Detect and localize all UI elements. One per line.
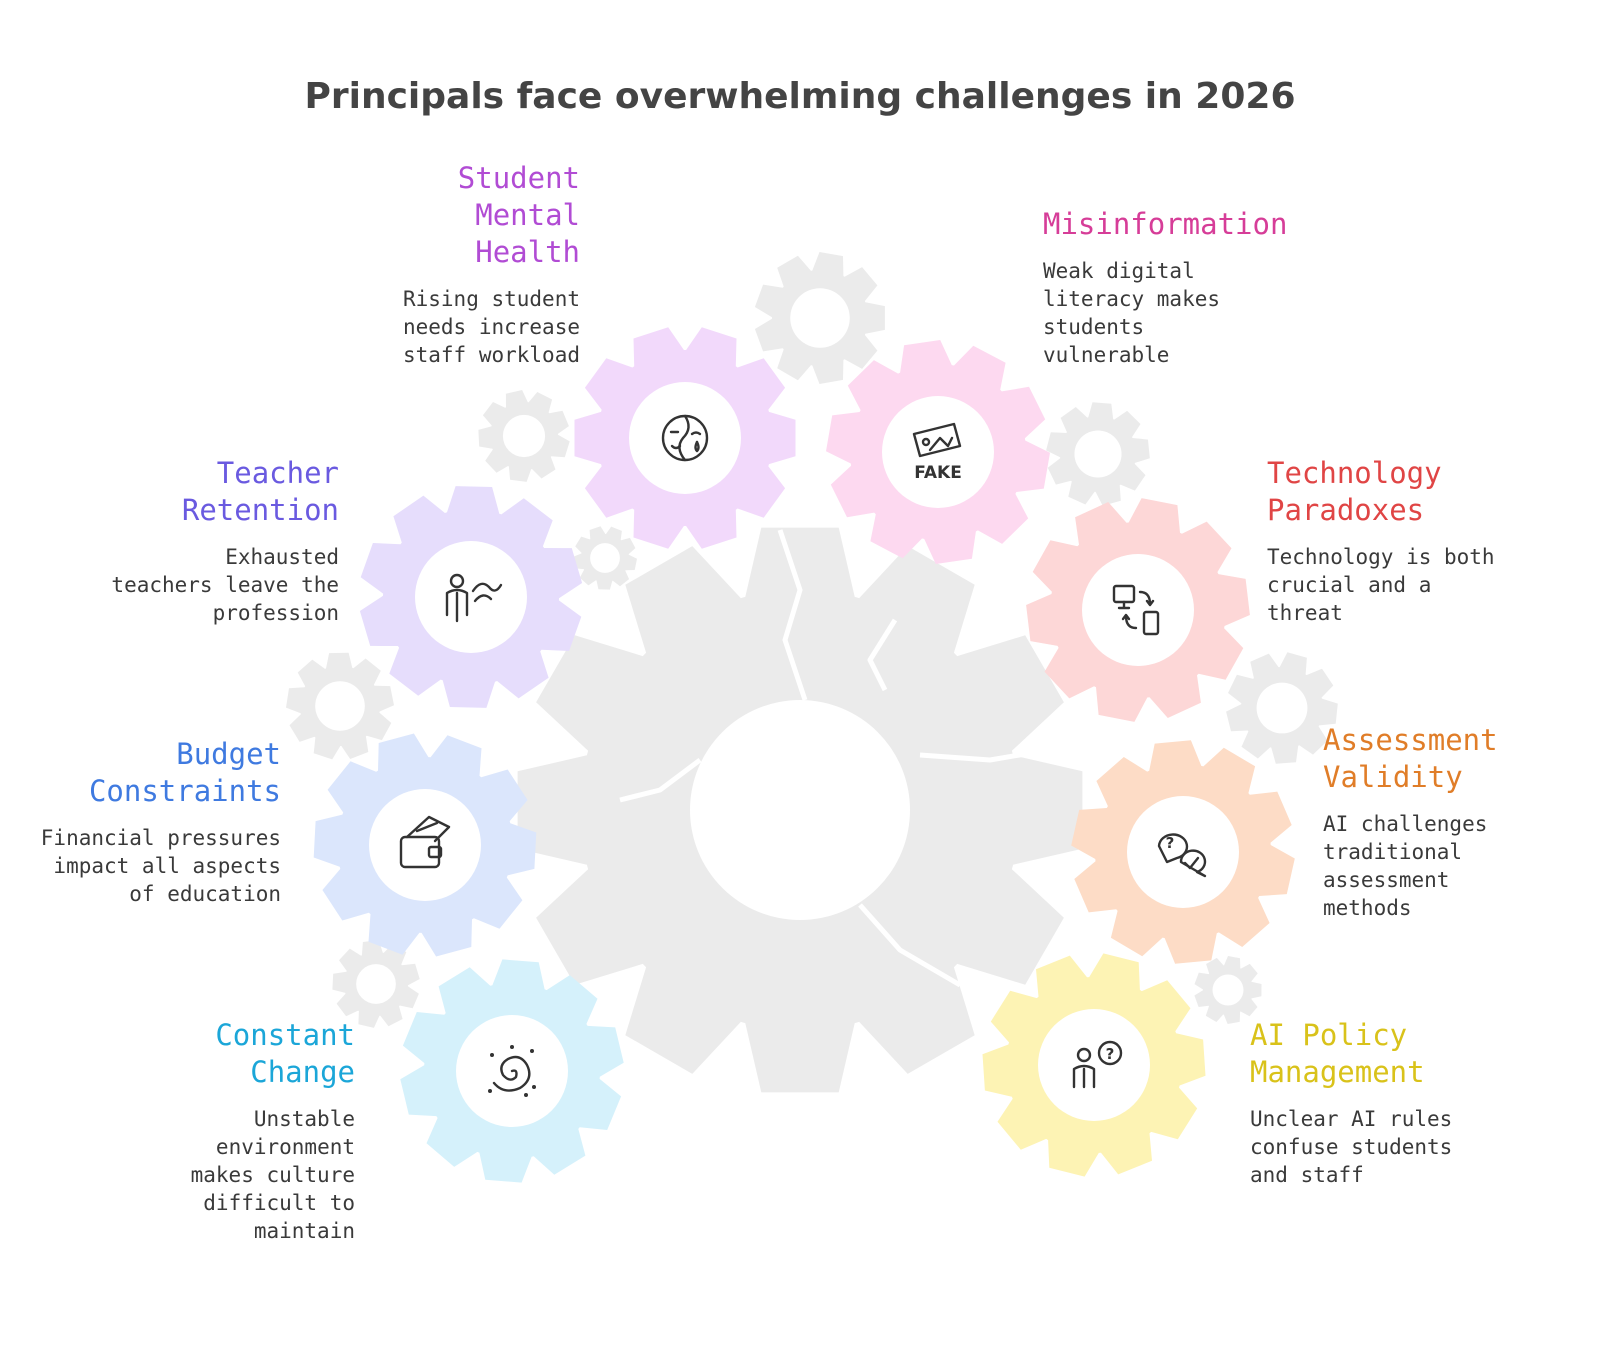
constant-change-description	[25, 1105, 355, 1245]
description-line: and staff	[1250, 1163, 1364, 1187]
description-line: Financial pressures	[40, 826, 281, 850]
title-line: Mental	[475, 198, 580, 232]
budget-constraints-gear	[314, 734, 537, 957]
misinformation-title	[1043, 206, 1373, 243]
title-line: Budget	[176, 737, 281, 771]
title-line: Health	[475, 235, 580, 269]
assessment-validity-label	[1323, 722, 1600, 922]
description-line: environment	[215, 1135, 355, 1159]
svg-text:?: ?	[1105, 1045, 1115, 1063]
assessment-validity-description	[1323, 810, 1600, 922]
title-line: Validity	[1323, 760, 1463, 794]
constant-change-title	[25, 1017, 355, 1091]
technology-paradoxes-description	[1267, 543, 1597, 627]
title-line: Assessment	[1323, 723, 1498, 757]
description-line: makes culture	[190, 1163, 355, 1187]
description-line: Exhausted	[225, 545, 339, 569]
title-line: Change	[250, 1055, 355, 1089]
small-gear	[1046, 402, 1150, 506]
teacher-retention-label	[9, 455, 339, 627]
title-line: Constraints	[88, 774, 281, 808]
misinformation-description	[1043, 257, 1373, 369]
description-line: AI challenges	[1323, 812, 1488, 836]
title-line: Constant	[215, 1018, 355, 1052]
constant-change-label	[25, 1017, 355, 1245]
student-mental-health-title	[250, 160, 580, 271]
title-line: AI Policy	[1250, 1018, 1408, 1052]
small-gear	[478, 390, 569, 482]
title-line: Technology	[1267, 456, 1442, 490]
technology-paradoxes-label	[1267, 455, 1597, 627]
ai-policy-management-label	[1250, 1017, 1580, 1189]
assessment-validity-gear	[1071, 740, 1295, 963]
description-line: staff workload	[402, 343, 580, 367]
small-gear	[286, 653, 394, 760]
title-line: Student	[457, 161, 580, 195]
teacher-retention-gear	[360, 486, 582, 708]
description-line: students	[1043, 315, 1145, 339]
small-gear	[332, 940, 419, 1028]
small-gear	[1194, 956, 1261, 1024]
student-mental-health-description	[250, 285, 580, 369]
description-line: Unstable	[253, 1107, 355, 1131]
ai-policy-management-description	[1250, 1105, 1580, 1189]
svg-text:?: ?	[1165, 834, 1175, 852]
title-line: Retention	[181, 493, 339, 527]
description-line: of education	[129, 882, 281, 906]
description-line: literacy makes	[1043, 287, 1221, 311]
description-line: Weak digital	[1043, 259, 1195, 283]
description-line: confuse students	[1250, 1135, 1453, 1159]
description-line: Rising student	[402, 287, 580, 311]
description-line: needs increase	[402, 315, 580, 339]
assessment-validity-title	[1323, 722, 1600, 796]
budget-constraints-description	[0, 824, 281, 908]
teacher-retention-title	[9, 455, 339, 529]
description-line: difficult to	[203, 1191, 355, 1215]
budget-constraints-title	[0, 736, 281, 810]
description-line: crucial and a	[1267, 573, 1432, 597]
description-line: profession	[212, 601, 339, 625]
ai-policy-management-gear	[983, 953, 1206, 1176]
small-gear	[573, 526, 637, 589]
small-gear	[1226, 652, 1338, 763]
page-title: Principals face overwhelming challenges in 2026	[304, 76, 1296, 117]
description-line: maintain	[253, 1219, 355, 1243]
ai-policy-management-title	[1250, 1017, 1580, 1091]
budget-constraints-label	[0, 736, 281, 908]
description-line: Technology is both	[1267, 545, 1495, 569]
title-line: Management	[1250, 1055, 1425, 1089]
description-line: teachers leave the	[111, 573, 339, 597]
technology-paradoxes-gear	[1026, 498, 1250, 722]
technology-paradoxes-title	[1267, 455, 1597, 529]
teacher-retention-description	[9, 543, 339, 627]
svg-text:FAKE: FAKE	[914, 463, 962, 483]
description-line: Unclear AI rules	[1250, 1107, 1453, 1131]
description-line: traditional	[1323, 840, 1463, 864]
title-line: Misinformation	[1043, 207, 1288, 241]
central-gear	[518, 528, 1083, 1093]
description-line: impact all aspects	[53, 854, 281, 878]
description-line: vulnerable	[1043, 343, 1170, 367]
description-line: threat	[1267, 601, 1343, 625]
small-gear	[755, 252, 885, 384]
student-mental-health-gear	[575, 327, 796, 548]
title-line: Teacher	[216, 456, 339, 490]
student-mental-health-label	[250, 160, 580, 369]
misinformation-label	[1043, 206, 1373, 369]
description-line: assessment	[1323, 868, 1450, 892]
description-line: methods	[1323, 896, 1412, 920]
central-gear-body	[518, 528, 1083, 1093]
title-line: Paradoxes	[1267, 493, 1425, 527]
